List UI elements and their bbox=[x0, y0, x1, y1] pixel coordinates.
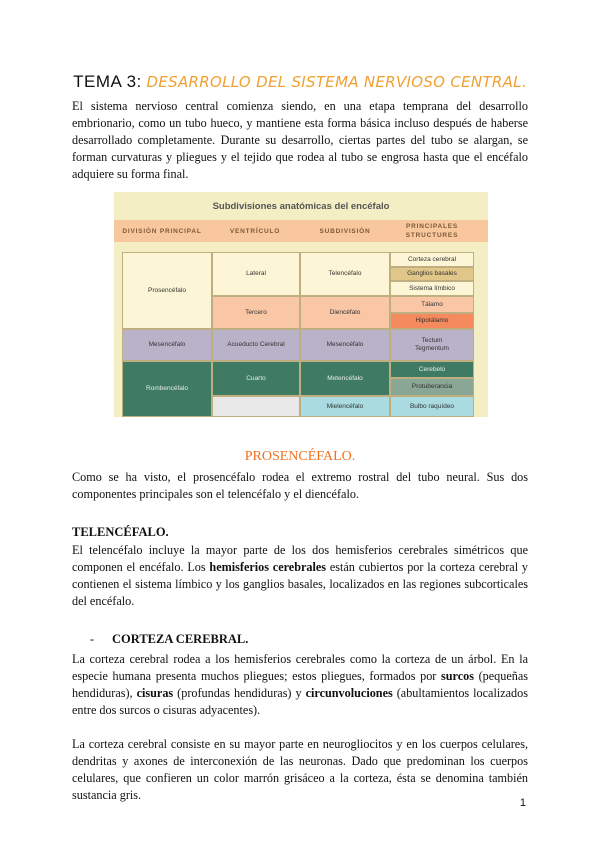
ventricle-cuarto: Cuarto bbox=[212, 361, 300, 396]
corteza-paragraph-1 bbox=[72, 651, 528, 719]
corteza-heading bbox=[90, 632, 528, 647]
subdivision-metencefalo: Metencéfalo bbox=[300, 361, 390, 396]
ventricle-acueducto: Acueducto Cerebral bbox=[212, 329, 300, 361]
corteza-text-b: (pequeñas hendiduras), bbox=[72, 669, 528, 700]
ventricle-tercero: Tercero bbox=[212, 296, 300, 329]
page-number: 1 bbox=[519, 797, 526, 809]
document-body bbox=[72, 70, 528, 203]
subdivision-diencefalo: Diencéfalo bbox=[300, 296, 390, 329]
structure-bulbo: Bulbo raquídeo bbox=[390, 396, 474, 417]
figure-title: Subdivisiones anatómicas del encéfalo bbox=[114, 192, 488, 220]
corteza-heading-text: CORTEZA CEREBRAL. bbox=[112, 632, 249, 646]
term-cisuras: cisuras bbox=[136, 686, 174, 700]
title-text: DESARROLLO DEL SISTEMA NERVIOSO CENTRAL. bbox=[146, 73, 527, 91]
term-surcos: surcos bbox=[440, 669, 474, 683]
structure-limbico: Sistema límbico bbox=[390, 281, 474, 296]
title-prefix: TEMA 3: bbox=[73, 72, 142, 91]
division-prosencefalo: Prosencéfalo bbox=[122, 252, 212, 329]
corteza-text-a: La corteza cerebral rodea a los hemisferios cerebrales como la corteza de un árbol. En la especie humana presenta muchos pliegues; estos pliegues, formados por bbox=[72, 652, 528, 683]
structure-talamo: Tálamo bbox=[390, 296, 474, 313]
intro-paragraph: El sistema nervioso central comienza siendo, en una etapa temprana del desarrollo embrionario, como un tubo hueco, y mantiene esta forma básica incluso después de haberse desarrollado completamente. Durante su desarrollo, ciertas partes del tubo se alargan, se forman curvaturas y pliegues y el tejido que rodea al tubo se engrosa hasta que el encéfalo adquiere su forma final. bbox=[72, 99, 528, 181]
structure-corteza: Corteza cerebral bbox=[390, 252, 474, 267]
telencefalo-heading: TELENCÉFALO. bbox=[72, 525, 169, 539]
figure-header-row bbox=[114, 220, 488, 242]
structure-ganglios: Ganglios basales bbox=[390, 267, 474, 281]
telencefalo-paragraph bbox=[72, 542, 528, 610]
header-structures: PRINCIPALES STRUCTURES bbox=[405, 223, 459, 239]
structure-protuberancia: Protuberancia bbox=[390, 378, 474, 396]
document-body-continued bbox=[72, 449, 528, 804]
header-ventricle: VENTRÍCULO bbox=[229, 228, 281, 235]
corteza-paragraph-2: La corteza cerebral consiste en su mayor parte en neurogliocitos y en los cuerpos celulares, dendritas y axones de interconexión de las neuronas. Dado que predominan los cuerpos celulares, que confieren un color marrón grisáceo a la corteza, ésta se denomina también sustancia gris. bbox=[72, 737, 528, 802]
structure-tectum: Tectum Tegmentum bbox=[390, 329, 474, 361]
subdivision-telencefalo: Telencéfalo bbox=[300, 252, 390, 296]
telencefalo-text-1: El telencéfalo incluye la mayor parte de los dos hemisferios cerebrales simétricos que componen el encéfalo. Los bbox=[72, 543, 528, 574]
ventricle-empty bbox=[212, 396, 300, 417]
telencefalo-bold-term: hemisferios cerebrales bbox=[209, 560, 327, 574]
corteza-bullet: - bbox=[90, 632, 95, 646]
corteza-text-c: (profundas hendiduras) y bbox=[173, 686, 306, 700]
prosencefalo-heading: PROSENCÉFALO. bbox=[244, 449, 356, 464]
header-division: DIVISIÓN PRINCIPAL bbox=[122, 228, 202, 235]
corteza-text-d: (abultamientos localizados entre dos surcos o cisuras adyacentes). bbox=[72, 686, 528, 717]
division-mesencefalo: Mesencéfalo bbox=[122, 329, 212, 361]
structure-hipotalamo: Hipotálamo bbox=[390, 313, 474, 329]
division-rombencefalo: Rombencéfalo bbox=[122, 361, 212, 417]
document-title bbox=[72, 72, 528, 92]
subdivision-mesencefalo: Mesencéfalo bbox=[300, 329, 390, 361]
telencefalo-text-2: están cubiertos por la corteza cerebral y contienen el sistema límbico y los ganglios basales, localizados en las regiones subcorticales del encéfalo. bbox=[72, 560, 528, 608]
term-circunvoluciones: circunvoluciones bbox=[305, 686, 393, 700]
structure-cerebelo: Cerebelo bbox=[390, 361, 474, 378]
ventricle-lateral: Lateral bbox=[212, 252, 300, 296]
subdivision-mielencefalo: Mielencéfalo bbox=[300, 396, 390, 417]
header-subdivision: SUBDIVISIÓN bbox=[319, 228, 371, 235]
prosencefalo-paragraph: Como se ha visto, el prosencéfalo rodea el extremo rostral del tubo neural. Sus dos componentes principales son el telencéfalo y el diencéfalo. bbox=[72, 470, 528, 501]
brain-subdivisions-figure bbox=[114, 192, 488, 417]
